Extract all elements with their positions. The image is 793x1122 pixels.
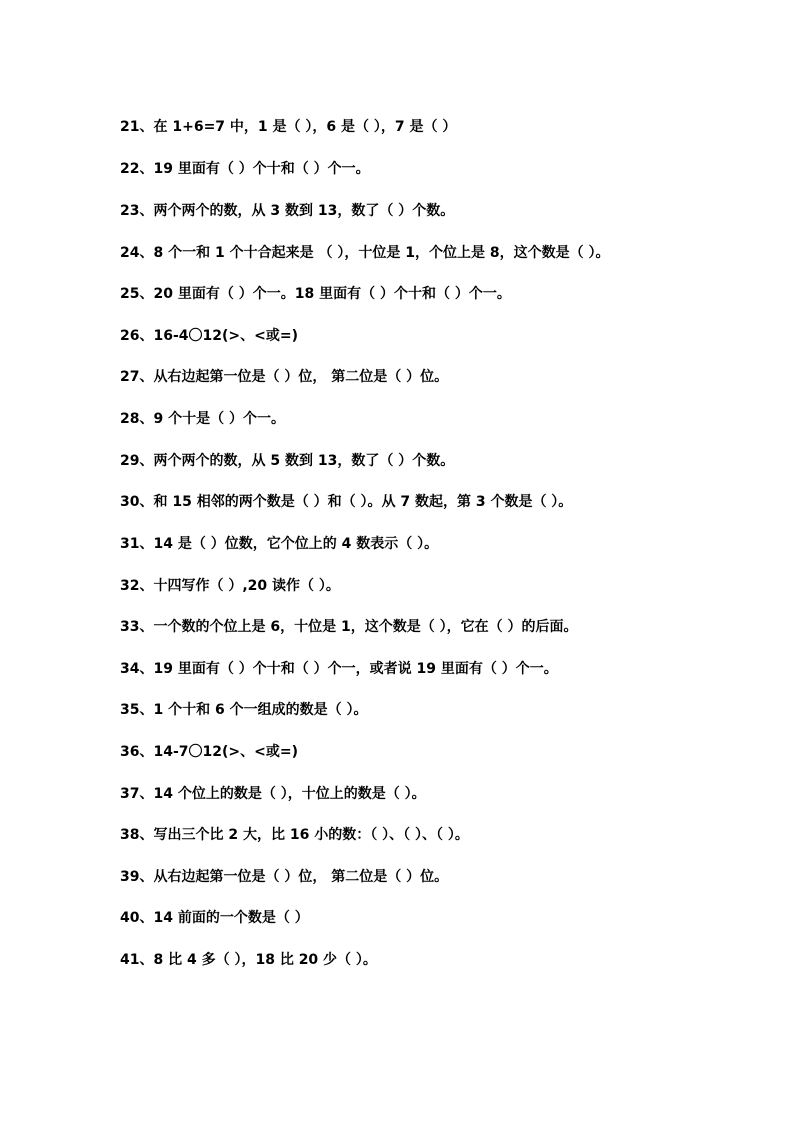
question-28: 28、9 个十是（ ）个一。 xyxy=(120,411,285,427)
question-41: 41、8 比 4 多（ ），18 比 20 少（ ）。 xyxy=(120,952,377,968)
question-21: 21、在 1+6=7 中，1 是（ ），6 是（ ），7 是（ ） xyxy=(120,119,457,135)
question-32: 32、十四写作（ ）,20 读作（ ）。 xyxy=(120,578,340,594)
question-31: 31、14 是（ ）位数，它个位上的 4 数表示（ ）。 xyxy=(120,536,439,552)
question-23: 23、两个两个的数，从 3 数到 13，数了（ ）个数。 xyxy=(120,203,455,219)
question-37: 37、14 个位上的数是（ ），十位上的数是（ ）。 xyxy=(120,786,426,802)
question-26: 26、16-4〇12(>、<或=) xyxy=(120,328,298,344)
question-36: 36、14-7〇12(>、<或=) xyxy=(120,744,298,760)
question-22: 22、19 里面有（ ）个十和（ ）个一。 xyxy=(120,161,370,177)
question-34: 34、19 里面有（ ）个十和（ ）个一，或者说 19 里面有（ ）个一。 xyxy=(120,661,558,677)
question-39: 39、从右边起第一位是（ ）位， 第二位是（ ）位。 xyxy=(120,869,449,885)
question-24: 24、8 个一和 1 个十合起来是 （ ），十位是 1，个位上是 8，这个数是（ ）。 xyxy=(120,245,610,261)
question-35: 35、1 个十和 6 个一组成的数是（ ）。 xyxy=(120,702,368,718)
question-30: 30、和 15 相邻的两个数是（ ）和（ ）。从 7 数起，第 3 个数是（ ）。 xyxy=(120,494,573,510)
question-38: 38、写出三个比 2 大，比 16 小的数：（ ）、（ ）、（ ）。 xyxy=(120,827,469,843)
question-40: 40、14 前面的一个数是（ ） xyxy=(120,910,309,926)
question-29: 29、两个两个的数，从 5 数到 13，数了（ ）个数。 xyxy=(120,453,455,469)
question-33: 33、一个数的个位上是 6，十位是 1，这个数是（ ），它在（ ）的后面。 xyxy=(120,619,578,635)
question-25: 25、20 里面有（ ）个一。18 里面有（ ）个十和（ ）个一。 xyxy=(120,286,511,302)
question-27: 27、从右边起第一位是（ ）位， 第二位是（ ）位。 xyxy=(120,369,449,385)
